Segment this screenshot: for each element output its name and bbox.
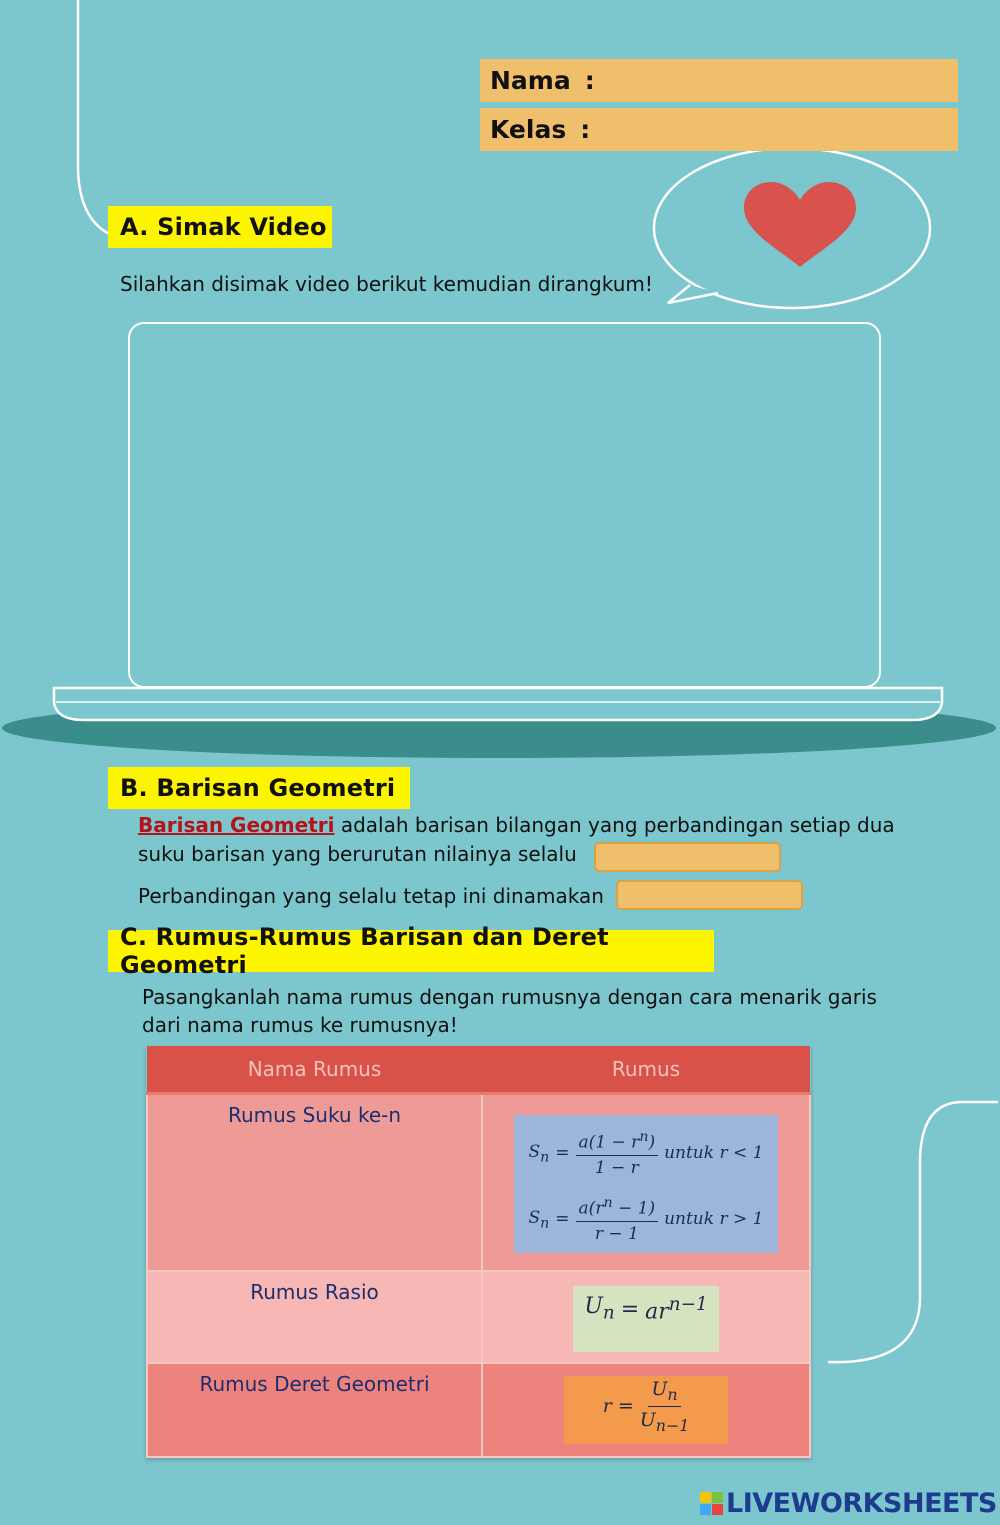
table-row [147, 1363, 810, 1457]
ratio-sentence: Perbandingan yang selalu tetap ini dinamakan [138, 884, 604, 908]
section-a-instruction: Silahkan disimak video berikut kemudian dirangkum! [120, 272, 653, 296]
header-rumus: Rumus [482, 1046, 810, 1094]
formula-cell[interactable] [482, 1271, 810, 1363]
kelas-colon: : [580, 115, 591, 144]
definition-line-1: adalah barisan bilangan yang perbandingan setiap dua [340, 813, 895, 837]
section-c-instruction-1: Pasangkanlah nama rumus dengan rumusnya dengan cara menarik garis [142, 985, 877, 1009]
laptop-icon [2, 688, 996, 758]
nama-colon: : [584, 66, 595, 95]
table-row [147, 1271, 810, 1363]
section-b-definition [138, 811, 928, 839]
video-area[interactable] [128, 322, 881, 688]
formula-sum-r-greater: $S_n$ = $\frac{a(r^n - 1)}{r - 1}$ untuk r > 1 [528, 1195, 764, 1244]
formula-name-rasio: Rumus Rasio [250, 1280, 379, 1304]
liveworksheets-watermark [700, 1488, 997, 1519]
formula-name-cell[interactable] [147, 1363, 482, 1457]
section-c-instruction-2: dari nama rumus ke rumusnya! [142, 1013, 458, 1037]
formula-name-suku: Rumus Suku ke-n [227, 1103, 402, 1127]
header-nama-rumus: Nama Rumus [147, 1046, 482, 1094]
formula-matching-table [146, 1046, 811, 1458]
answer-blank-constant[interactable] [594, 842, 781, 872]
liveworksheets-logo-icon [700, 1492, 723, 1515]
formula-name-cell[interactable] [147, 1094, 482, 1272]
formula-sum-r-less: $S_n$ = $\frac{a(1 - r^n)}{1 - r}$ untuk r < 1 [528, 1129, 764, 1178]
formula-name-deret: Rumus Deret Geometri [199, 1372, 430, 1396]
section-c-title: C. Rumus-Rumus Barisan dan Deret Geometri [108, 930, 714, 972]
answer-blank-ratio[interactable] [616, 880, 803, 910]
table-row [147, 1094, 810, 1272]
formula-name-cell[interactable] [147, 1271, 482, 1363]
decorative-curve-right [828, 1102, 998, 1362]
laptop-base [54, 688, 942, 720]
formula-suku-ke-n: $U_n$ = $ar^{n-1}$ [573, 1286, 719, 1352]
term-barisan-geometri: Barisan Geometri [138, 813, 335, 837]
section-a-title: A. Simak Video [108, 206, 332, 248]
kelas-field[interactable] [480, 108, 958, 151]
decorative-curve-left [78, 0, 128, 240]
definition-line-2: suku barisan yang berurutan nilainya selalu [138, 842, 577, 866]
section-b-title: B. Barisan Geometri [108, 767, 410, 809]
heart-icon [744, 182, 856, 267]
formula-rasio: r = $\frac{U_n}{U_{n-1}}$ [564, 1376, 728, 1444]
formula-deret-sum [514, 1115, 778, 1253]
watermark-text: LIVEWORKSHEETS [726, 1488, 997, 1519]
formula-cell[interactable] [482, 1363, 810, 1457]
nama-label: Nama [490, 66, 571, 95]
formula-cell[interactable] [482, 1094, 810, 1272]
speech-bubble-icon [654, 148, 930, 308]
nama-field[interactable] [480, 59, 958, 102]
kelas-label: Kelas [490, 115, 567, 144]
